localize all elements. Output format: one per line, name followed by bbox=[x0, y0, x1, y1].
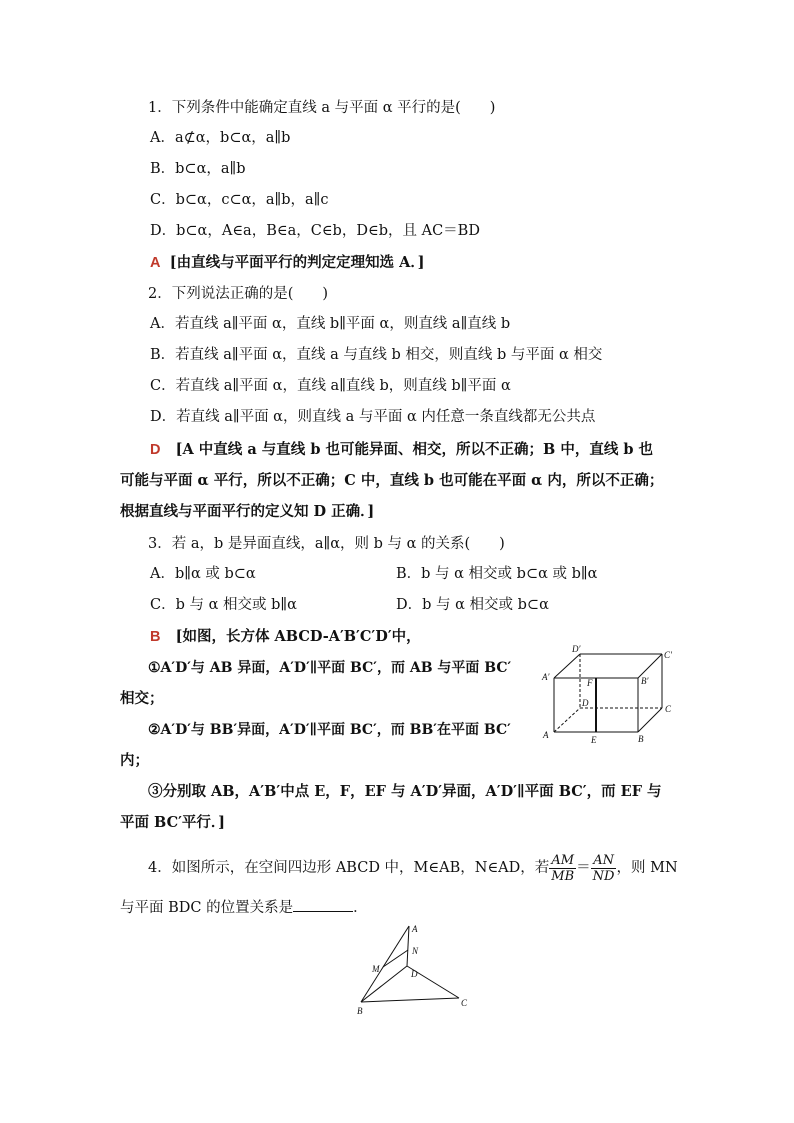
edge-ab bbox=[361, 926, 409, 1002]
tetrahedron-figure bbox=[355, 920, 475, 1020]
label-d: D bbox=[411, 969, 418, 979]
label-c1: C′ bbox=[664, 650, 672, 660]
q3-stem: 3．若 a，b 是异面直线，a∥α，则 b 与 α 的关系( ) bbox=[148, 536, 505, 552]
label-b: B bbox=[357, 1006, 363, 1016]
label-c: C bbox=[461, 998, 468, 1008]
frac2-denominator: ND bbox=[592, 868, 615, 884]
label-f: F bbox=[587, 678, 593, 688]
label-c: C bbox=[665, 704, 672, 714]
q1-option-a: A．a⊄α，b⊂α，a∥b bbox=[150, 130, 291, 146]
q4-stem-line-1 bbox=[148, 850, 678, 886]
q4-stem-end: ． bbox=[353, 900, 368, 916]
q3-answer-line-7: 平面 BC′平行．] bbox=[120, 814, 226, 831]
segment-mn bbox=[383, 950, 408, 967]
q3-option-a: A．b∥α 或 b⊂α bbox=[150, 566, 256, 582]
edge-a1d1 bbox=[554, 654, 580, 678]
label-d1: D′ bbox=[572, 644, 581, 654]
label-b1: B′ bbox=[641, 676, 649, 686]
label-d: D bbox=[582, 698, 589, 708]
edge-ad bbox=[554, 708, 580, 732]
q1-answer bbox=[150, 253, 424, 273]
label-a1: A′ bbox=[542, 672, 550, 682]
q3-answer-letter: B bbox=[150, 629, 161, 645]
q3-answer-line-4: ②A′D′与 BB′异面，A′D′∥平面 BC′，而 BB′在平面 BC′ bbox=[148, 722, 511, 738]
frac1-denominator: MB bbox=[551, 868, 575, 884]
q1-answer-text: [由直线与平面平行的判定定理知选 A．] bbox=[169, 254, 425, 271]
q2-option-b: B．若直线 a∥平面 α，直线 a 与直线 b 相交，则直线 b 与平面 α 相交 bbox=[150, 347, 603, 363]
q2-answer-text-1: [A 中直线 a 与直线 b 也可能异面、相交，所以不正确；B 中，直线 b 也 bbox=[175, 441, 654, 458]
q1-answer-letter: A bbox=[150, 255, 161, 271]
label-m: M bbox=[372, 964, 380, 974]
q4-stem-line-2-text: 与平面 BDC 的位置关系是 bbox=[120, 900, 294, 916]
label-e: E bbox=[591, 735, 597, 745]
q3-option-b: B．b 与 α 相交或 b⊂α 或 b∥α bbox=[396, 566, 598, 582]
q1-option-c: C．b⊂α，c⊂α，a∥b，a∥c bbox=[150, 192, 329, 208]
label-n: N bbox=[412, 946, 419, 956]
q3-answer-line-3: 相交； bbox=[120, 690, 164, 707]
edge-bc bbox=[638, 708, 662, 732]
q3-answer-line-5: 内； bbox=[120, 752, 149, 769]
q4-equals: ＝ bbox=[576, 860, 591, 876]
q2-answer-line-2: 可能与平面 α 平行，所以不正确；C 中，直线 b 也可能在平面 α 内，所以不正确； bbox=[120, 472, 664, 489]
q4-stem-pre: 4．如图所示，在空间四边形 ABCD 中，M∈AB，N∈AD，若 bbox=[148, 860, 550, 876]
label-a: A bbox=[412, 924, 418, 934]
q3-answer-line-2: ①A′D′与 AB 异面，A′D′∥平面 BC′，而 AB 与平面 BC′ bbox=[148, 660, 512, 676]
q3-option-c: C．b 与 α 相交或 b∥α bbox=[150, 597, 297, 613]
q3-answer-line-1 bbox=[150, 627, 421, 647]
q2-answer-line-3: 根据直线与平面平行的定义知 D 正确．] bbox=[120, 503, 375, 520]
q2-answer-line-1 bbox=[150, 440, 653, 460]
label-a: A bbox=[543, 730, 549, 740]
cuboid-figure bbox=[540, 640, 680, 748]
q1-stem: 1．下列条件中能确定直线 a 与平面 α 平行的是( ) bbox=[148, 100, 496, 116]
q3-answer-text-1: [如图，长方体 ABCD-A′B′C′D′中， bbox=[175, 628, 421, 645]
q4-fraction-an-nd bbox=[591, 853, 617, 884]
q4-stem-post: ，则 MN bbox=[616, 860, 678, 876]
q2-stem: 2．下列说法正确的是( ) bbox=[148, 286, 329, 302]
edge-b1c1 bbox=[638, 654, 662, 678]
edge-bc bbox=[361, 998, 459, 1002]
frac1-numerator: AM bbox=[549, 853, 576, 869]
q4-stem-line-2 bbox=[120, 897, 368, 918]
answer-blank[interactable] bbox=[293, 897, 353, 912]
label-b: B bbox=[638, 734, 644, 744]
q3-option-d: D．b 与 α 相交或 b⊂α bbox=[396, 597, 549, 613]
q3-answer-line-6: ③分别取 AB，A′B′中点 E，F，EF 与 A′D′异面，A′D′∥平面 BC′，而 EF 与 bbox=[148, 783, 662, 800]
q1-option-d: D．b⊂α，A∈a，B∈a，C∈b，D∈b，且 AC＝BD bbox=[150, 223, 480, 239]
frac2-numerator: AN bbox=[591, 853, 617, 869]
edge-bd bbox=[361, 966, 407, 1002]
q2-option-d: D．若直线 a∥平面 α，则直线 a 与平面 α 内任意一条直线都无公共点 bbox=[150, 409, 596, 425]
q2-option-a: A．若直线 a∥平面 α，直线 b∥平面 α，则直线 a∥直线 b bbox=[150, 316, 511, 332]
q4-fraction-am-mb bbox=[549, 853, 576, 884]
edge-ad bbox=[407, 926, 409, 966]
q2-answer-letter: D bbox=[150, 442, 161, 458]
q1-option-b: B．b⊂α，a∥b bbox=[150, 161, 246, 177]
q2-option-c: C．若直线 a∥平面 α，直线 a∥直线 b，则直线 b∥平面 α bbox=[150, 378, 511, 394]
